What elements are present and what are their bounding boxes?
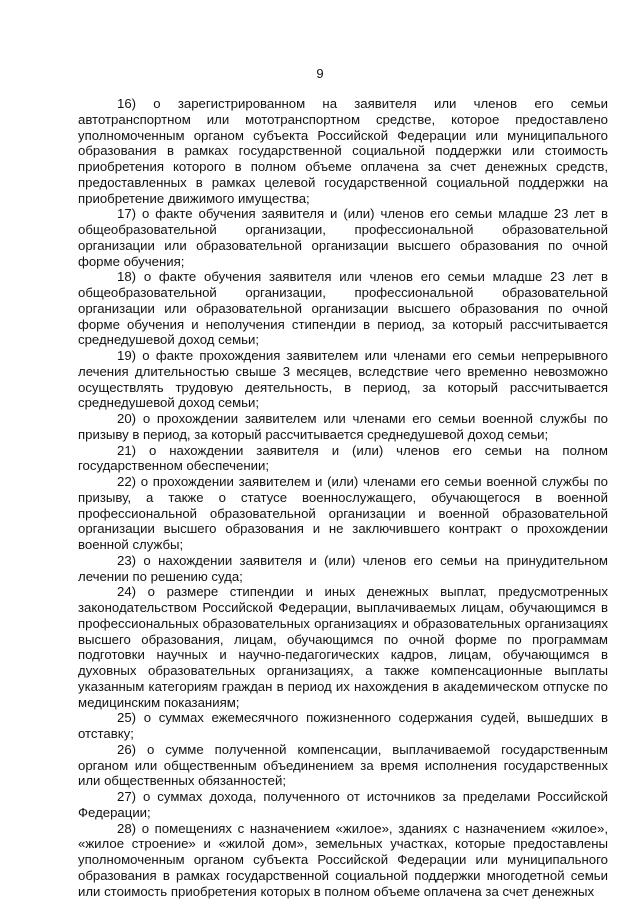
paragraph-item-24: 24) о размере стипендии и иных денежных выплат, предусмотренных законодательством Российской Федерации, выплачиваемых лицам, обучающимся в профессиональных образовательных организациях и образовательных организациях высшего образования, лицам, обучающимся по очной форме по программам подготовки научных и научно-педагогических кадров, лицам, обучающимся в духовных образовательных организациях, а также компенсационные выплаты указанным категориям граждан в период их нахождения в академическом отпуске по медицинским показаниям; [78,584,608,710]
page-number: 9 [316,66,324,81]
paragraph-item-16: 16) о зарегистрированном на заявителя или членов его семьи автотранспортном или мототранспортном средстве, которое предоставлено уполномоченным органом субъекта Российской Федерации или муниципального образования в рамках государственной социальной поддержки или стоимость приобретения которого в полном объеме оплачена за счет денежных средств, предоставленных в рамках целевой государственной социальной поддержки на приобретение движимого имущества; [78,96,608,206]
paragraph-item-28: 28) о помещениях с назначением «жилое», зданиях с назначением «жилое», «жилое строение» и «жилой дом», земельных участках, которые предоставлены уполномоченным органом субъекта Российской Федерации или муниципального образования в рамках государственной социальной поддержки многодетной семьи или стоимость приобретения которых в полном объеме оплачена за счет денежных [78,820,608,899]
paragraph-item-20: 20) о прохождении заявителем или членами его семьи военной службы по призыву в период, за который рассчитывается среднедушевой доход семьи; [78,411,608,442]
paragraph-item-18: 18) о факте обучения заявителя или членов его семьи младше 23 лет в общеобразовательной организации, профессиональной образовательной организации или образовательной организации высшего образования по очной форме обучения и неполучения стипендии в период, за который рассчитывается среднедушевой доход семьи; [78,269,608,348]
paragraph-item-25: 25) о суммах ежемесячного пожизненного содержания судей, вышедших в отставку; [78,710,608,741]
paragraph-item-17: 17) о факте обучения заявителя и (или) членов его семьи младше 23 лет в общеобразовательной организации, профессиональной образовательной организации или образовательной организации высшего образования по очной форме обучения; [78,206,608,269]
paragraph-item-23: 23) о нахождении заявителя и (или) членов его семьи на принудительном лечении по решению суда; [78,552,608,584]
paragraph-item-27: 27) о суммах дохода, полученного от источников за пределами Российской Федерации; [78,789,608,820]
paragraph-item-21: 21) о нахождении заявителя и (или) членов его семьи на полном государственном обеспечении; [78,442,608,474]
paragraph-item-26: 26) о сумме полученной компенсации, выплачиваемой государственным органом или общественным объединением за время исполнения государственных или общественных обязанностей; [78,741,608,789]
document-body [78,96,608,899]
paragraph-item-19: 19) о факте прохождения заявителем или членами его семьи непрерывного лечения длительностью свыше 3 месяцев, вследствие чего временно невозможно осуществлять трудовую деятельность, в период, за который рассчитывается среднедушевой доход семьи; [78,348,608,411]
paragraph-item-22: 22) о прохождении заявителем и (или) членами его семьи военной службы по призыву, а также о статусе военнослужащего, обучающегося в военной профессиональной образовательной организации и военной образовательной организации высшего образования и не заключившего контракт о прохождении военной службы; [78,474,608,552]
